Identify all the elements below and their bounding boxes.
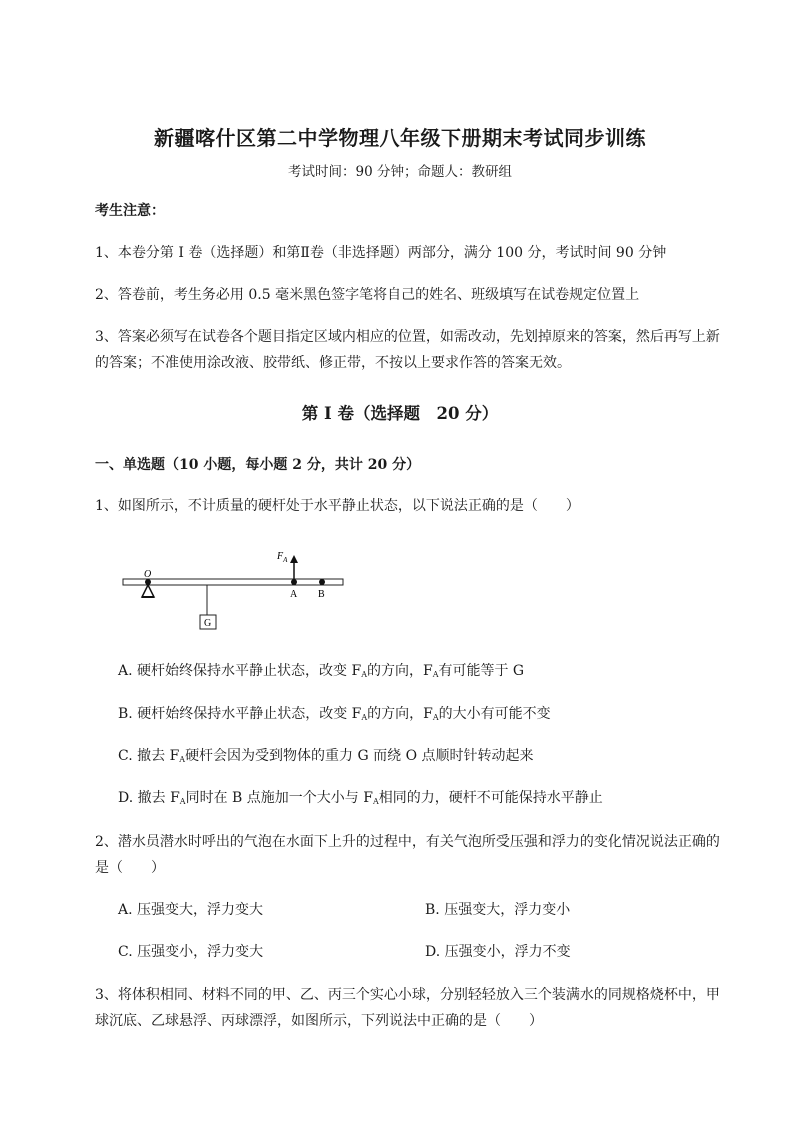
part-heading: 一、单选题（10 小题，每小题 2 分，共计 20 分） (95, 457, 421, 473)
fulcrum-icon (142, 585, 154, 597)
q1-option-c[interactable]: C. 撤去 $F_A$硬杆会因为受到物体的重力 G 而绕 O 点顺时针转动起来 (118, 748, 534, 764)
point-b (319, 579, 325, 585)
question-2-stem: 2、潜水员潜水时呼出的气泡在水面下上升的过程中，有关气泡所受压强和浮力的变化情况说法正确的是（ ） (95, 834, 720, 876)
note-item: 2、答卷前，考生务必用 0.5 毫米黑色签字笔将自己的姓名、班级填写在试卷规定位置上 (95, 287, 640, 303)
section-title: 第 I 卷（选择题 20 分） (301, 404, 499, 423)
q2-option-c[interactable]: C. 压强变小，浮力变大 (118, 944, 264, 960)
force-arrow-icon (290, 555, 298, 563)
label-g: G (204, 618, 212, 629)
label-b: B (318, 589, 325, 600)
question-3-stem: 3、将体积相同、材料不同的甲、乙、丙三个实心小球，分别轻轻放入三个装满水的同规格烧杯中，甲球沉底、乙球悬浮、丙球漂浮，如图所示，下列说法中正确的是（ ） (95, 987, 720, 1029)
q1-option-d[interactable]: D. 撤去 $F_A$同时在 B 点施加一个大小与 $F_A$相同的力，硬杆不可能保持水平静止 (118, 790, 603, 806)
note-item: 3、答案必须写在试卷各个题目指定区域内相应的位置，如需改动，先划掉原来的答案，然后再写上新的答案；不准使用涂改液、胶带纸、修正带，不按以上要求作答的答案无效。 (95, 329, 720, 371)
lever-figure (115, 545, 355, 635)
q1-option-a[interactable]: A. 硬杆始终保持水平静止状态，改变 $F_A$的方向，$F_A$有可能等于 G (118, 663, 525, 679)
exam-info: 考试时间：90 分钟；命题人：教研组 (288, 164, 512, 180)
label-o: O (144, 569, 152, 580)
notes-heading: 考生注意： (95, 203, 165, 219)
lever-rod (123, 579, 343, 585)
q2-option-b[interactable]: B. 压强变大，浮力变小 (425, 902, 571, 918)
q2-option-a[interactable]: A. 压强变大，浮力变大 (118, 902, 264, 918)
label-a: A (290, 589, 298, 600)
note-item: 1、本卷分第 I 卷（选择题）和第Ⅱ卷（非选择题）两部分，满分 100 分，考试时间 90 分钟 (95, 245, 667, 261)
point-a (291, 579, 297, 585)
page-title: 新疆喀什区第二中学物理八年级下册期末考试同步训练 (154, 126, 646, 150)
q2-option-d[interactable]: D. 压强变小，浮力不变 (425, 944, 571, 960)
q1-option-b[interactable]: B. 硬杆始终保持水平静止状态，改变 $F_A$的方向，$F_A$的大小有可能不变 (118, 706, 551, 722)
question-1-stem: 1、如图所示，不计质量的硬杆处于水平静止状态，以下说法正确的是（ ） (95, 498, 580, 514)
label-fa: $F_A$ (277, 551, 288, 564)
